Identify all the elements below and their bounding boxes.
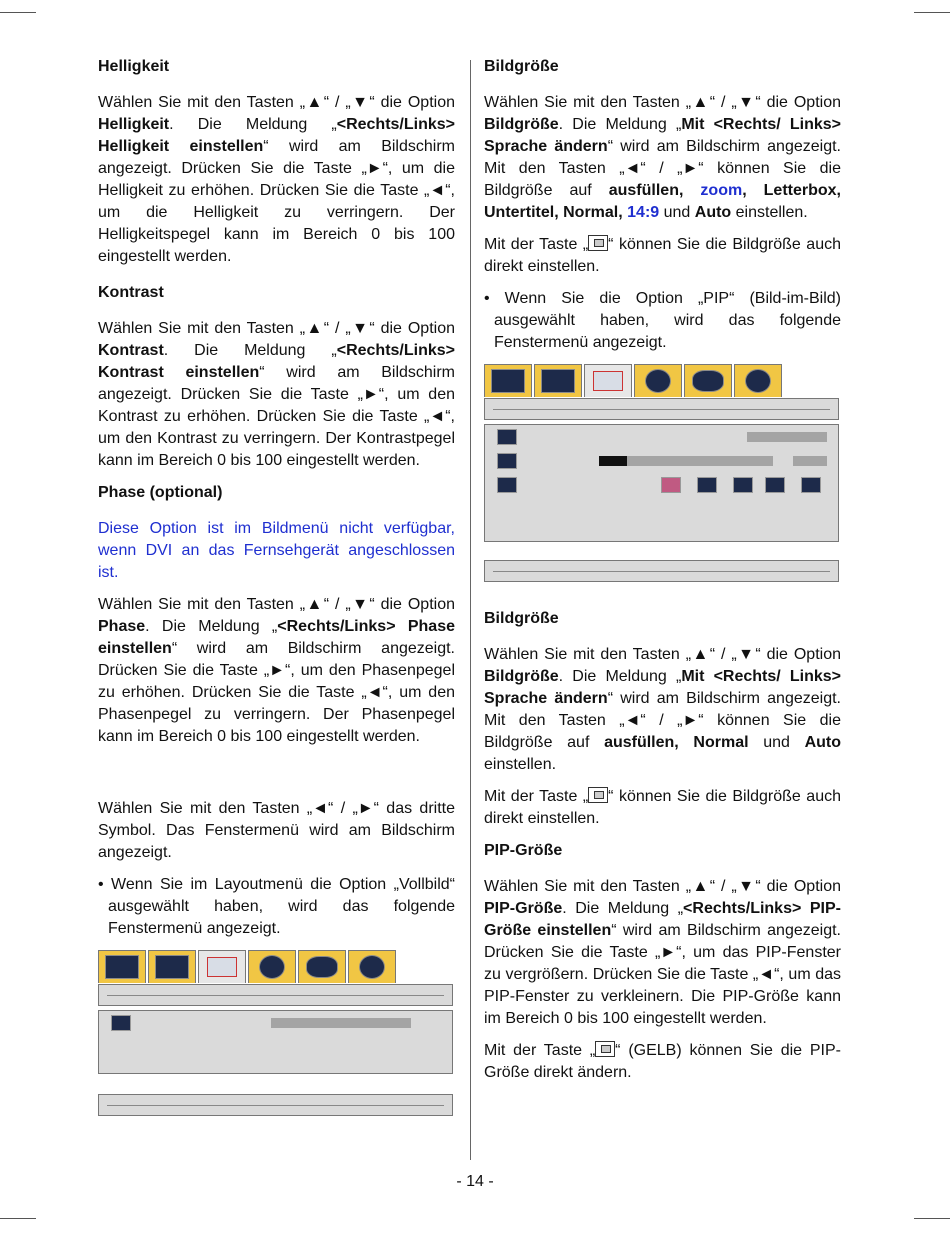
- emphasis-text: PIP-Größe: [484, 900, 563, 917]
- layout-icon: [491, 369, 525, 393]
- bullet-vollbild: • Wenn Sie im Layoutmenü die Option „Vollbild“ ausgewählt haben, wird das folgende Fenstermenü angezeigt.: [98, 876, 455, 937]
- text-run: und: [748, 734, 805, 751]
- text-run: . Die Meldung „: [169, 116, 337, 133]
- text-run: . Die Meldung „: [562, 900, 684, 917]
- para-third-symbol: Wählen Sie mit den Tasten „◄“ / „►“ das dritte Symbol. Das Fenstermenü wird am Bildschirm angezeigt.: [98, 800, 455, 861]
- para-bildgroesse-2: [484, 644, 841, 776]
- para-pip-groesse: [484, 876, 841, 1030]
- pip-position-icon: [497, 477, 517, 493]
- position-option-icon[interactable]: [661, 477, 681, 493]
- bullet-pip: • Wenn Sie die Option „PIP“ (Bild-im-Bild) ausgewählt haben, wird das folgende Fenstermenü angezeigt.: [484, 290, 841, 351]
- window-menu-fullscreen: [98, 950, 453, 1116]
- emphasis-text: ausfüllen,: [608, 182, 701, 199]
- para-helligkeit: [98, 92, 455, 268]
- emphasis-text: Bildgröße: [484, 668, 559, 685]
- tab-picture[interactable]: [148, 950, 196, 983]
- tab-window[interactable]: [584, 364, 632, 397]
- size-key-icon: [588, 235, 608, 251]
- menu-footer-bar: [98, 1094, 453, 1116]
- emphasis-text: Auto: [804, 734, 842, 751]
- source-icon: [497, 429, 517, 445]
- note-dvi: Diese Option ist im Bildmenü nicht verfügbar, wenn DVI an das Fernsehgerät angeschlossen ist.: [98, 520, 455, 581]
- heading-bildgroesse-2: Bildgröße: [484, 610, 559, 627]
- tab-features[interactable]: [298, 950, 346, 983]
- tab-picture[interactable]: [534, 364, 582, 397]
- para-direct-key: Mit der Taste „ “ können Sie die Bildgröße auch direkt einstellen.: [484, 236, 841, 275]
- menu-tabs: [484, 364, 839, 398]
- size-key-icon: [588, 787, 608, 803]
- tab-features[interactable]: [684, 364, 732, 397]
- tab-layout[interactable]: [484, 364, 532, 397]
- features-icon: [692, 370, 724, 392]
- emphasis-text: Mit <Rechts/ Links> Sprache ändern: [484, 668, 842, 707]
- tab-sound[interactable]: [634, 364, 682, 397]
- position-option-icon[interactable]: [697, 477, 717, 493]
- crop-mark: [914, 1218, 950, 1219]
- tab-window[interactable]: [198, 950, 246, 983]
- position-option-icon[interactable]: [733, 477, 753, 493]
- install-icon: [745, 369, 771, 393]
- emphasis-text: Phase: [98, 618, 146, 635]
- slider-track[interactable]: [627, 456, 773, 466]
- emphasis-text: Mit <Rechts/ Links> Sprache ändern: [484, 116, 842, 155]
- text-run: . Die Meldung „: [558, 668, 682, 685]
- size-icon: [111, 1015, 131, 1031]
- left-column: [98, 56, 455, 1130]
- window-icon: [207, 957, 237, 977]
- heading-phase: Phase (optional): [98, 484, 223, 501]
- text-run: Wählen Sie mit den Tasten „▲“ / „▼“ die Option: [484, 878, 841, 895]
- text-run: Wählen Sie mit den Tasten „▲“ / „▼“ die Option: [98, 320, 455, 337]
- para-kontrast: [98, 318, 455, 472]
- crop-mark: [914, 12, 950, 13]
- text-run: “ wird am Bildschirm angezeigt. Mit den Tasten „◄“ / „►“ können Sie die Bildgröße auf: [484, 690, 841, 751]
- text-run: Wählen Sie mit den Tasten „▲“ / „▼“ die Option: [98, 94, 455, 111]
- emphasis-text: <Rechts/Links> Kontrast einstellen: [98, 342, 455, 381]
- text-run: “ wird am Bildschirm angezeigt. Drücken Sie die Taste „►“, um den Kontrast zu erhöhen. Drücken Sie die Taste „◄“, um den Kontrast zu verringern. Der Kontrastpegel kann im Bereich 0 bis 100 eingestellt werden.: [98, 364, 456, 469]
- screen-icon: [155, 955, 189, 979]
- position-option-icon[interactable]: [765, 477, 785, 493]
- text-run: . Die Meldung „: [163, 342, 337, 359]
- emphasis-text: <Rechts/Links> PIP-Größe einstellen: [484, 900, 841, 939]
- right-column: [484, 56, 841, 1094]
- para-phase: [98, 594, 455, 748]
- tab-install[interactable]: [348, 950, 396, 983]
- position-option-icon[interactable]: [801, 477, 821, 493]
- value-slot: [793, 456, 827, 466]
- emphasis-text: ausfüllen, Normal: [604, 734, 749, 751]
- layout-icon: [105, 955, 139, 979]
- menu-footer-bar: [484, 560, 839, 582]
- speaker-icon: [645, 369, 671, 393]
- value-slot: [747, 432, 827, 442]
- menu-panel: [484, 424, 839, 542]
- value-slot: [271, 1018, 411, 1028]
- menu-row-pip-size[interactable]: [485, 449, 838, 473]
- pip-size-icon: [497, 453, 517, 469]
- install-icon: [359, 955, 385, 979]
- heading-bildgroesse: Bildgröße: [484, 58, 559, 75]
- screen-icon: [541, 369, 575, 393]
- emphasis-text: Auto: [694, 204, 732, 221]
- menu-row-pip-position[interactable]: [485, 473, 838, 497]
- emphasis-text: <Rechts/Links> Phase einstellen: [98, 618, 455, 657]
- speaker-icon: [259, 955, 285, 979]
- menu-panel: [98, 1010, 453, 1074]
- heading-pip-groesse: PIP-Größe: [484, 842, 563, 859]
- emphasis-text: 14:9: [627, 204, 660, 221]
- tab-layout[interactable]: [98, 950, 146, 983]
- page-number: - 14 -: [456, 1173, 494, 1190]
- heading-kontrast: Kontrast: [98, 284, 164, 301]
- text-run: . Die Meldung „: [558, 116, 682, 133]
- emphasis-text: Helligkeit: [98, 116, 170, 133]
- emphasis-text: zoom: [700, 182, 743, 199]
- window-menu-pip: [484, 364, 839, 582]
- window-icon: [593, 371, 623, 391]
- text-run: “ wird am Bildschirm angezeigt. Drücken Sie die Taste „►“, um das PIP-Fenster zu vergrößern. Drücken Sie die Taste „◄“, um das PIP-Fenster zu verkleinern. Die PIP-Größe kann im Bereich 0 bis 100 eingestellt werden.: [484, 922, 841, 1027]
- text-run: “ wird am Bildschirm angezeigt. Mit den Tasten „◄“ / „►“ können Sie die Bildgröße auf: [484, 138, 841, 199]
- tab-sound[interactable]: [248, 950, 296, 983]
- emphasis-text: <Rechts/Links> Helligkeit einstellen: [98, 116, 455, 155]
- emphasis-text: , Letterbox, Untertitel, Normal,: [484, 182, 841, 221]
- tab-install[interactable]: [734, 364, 782, 397]
- menu-row-size[interactable]: [99, 1011, 452, 1035]
- menu-row-pip-source[interactable]: [485, 425, 838, 449]
- text-run: und: [659, 204, 695, 221]
- menu-tabs: [98, 950, 453, 984]
- features-icon: [306, 956, 338, 978]
- text-run: “ wird am Bildschirm angezeigt. Drücken Sie die Taste „►“, um den Phasenpegel zu erhöhen. Drücken Sie die Taste „◄“, um den Phasenpegel zu verringern. Der Phasenpegel kann im Bereich 0 bis 100 eingestellt werden.: [98, 640, 455, 745]
- slider-fill: [599, 456, 627, 466]
- text-run: einstellen.: [731, 204, 808, 221]
- para-yellow-key: Mit der Taste „ “ (GELB) können Sie die PIP-Größe direkt ändern.: [484, 1042, 841, 1081]
- text-run: Wählen Sie mit den Tasten „▲“ / „▼“ die Option: [484, 646, 841, 663]
- emphasis-text: Kontrast: [98, 342, 164, 359]
- para-bildgroesse: [484, 92, 841, 224]
- heading-helligkeit: Helligkeit: [98, 58, 170, 75]
- crop-mark: [0, 12, 36, 13]
- text-run: Wählen Sie mit den Tasten „▲“ / „▼“ die Option: [484, 94, 841, 111]
- crop-mark: [0, 1218, 36, 1219]
- yellow-key-icon: [595, 1041, 615, 1057]
- menu-title-bar: [484, 398, 839, 420]
- menu-title-bar: [98, 984, 453, 1006]
- text-run: Wählen Sie mit den Tasten „▲“ / „▼“ die Option: [98, 596, 455, 613]
- text-run: “ wird am Bildschirm angezeigt. Drücken Sie die Taste „►“, um die Helligkeit zu erhöhen. Drücken Sie die Taste „◄“, um die Helligkeit zu verringern. Der Helligkeitspegel kann im Bereich 0 bis 100 eingestellt werden.: [98, 138, 455, 265]
- column-divider: [470, 60, 471, 1160]
- text-run: einstellen.: [484, 756, 557, 773]
- para-direct-key-2: Mit der Taste „ “ können Sie die Bildgröße auch direkt einstellen.: [484, 788, 841, 827]
- text-run: . Die Meldung „: [145, 618, 278, 635]
- emphasis-text: Bildgröße: [484, 116, 559, 133]
